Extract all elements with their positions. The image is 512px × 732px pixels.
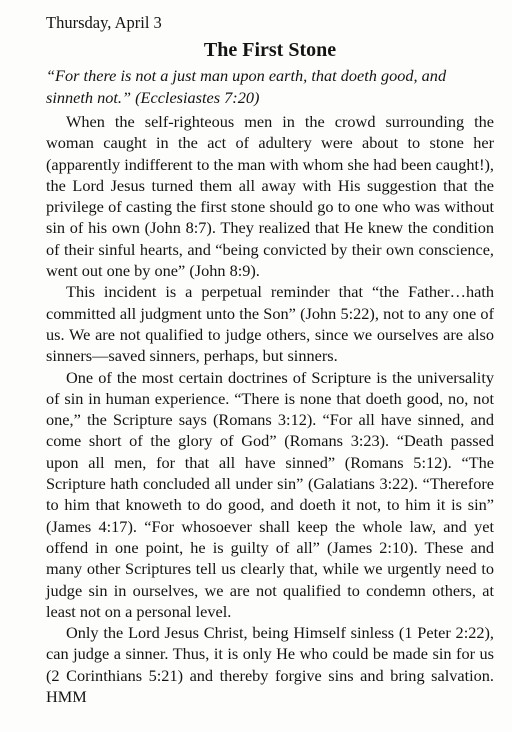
body-paragraph-4: Only the Lord Jesus Christ, being Himself sinless (1 Peter 2:22), can judge a sinner. Thus, it is only He who could be made sin for us (2 Corinthians 5:21) and thereby forgive sins and bring salvation. HMM [46,623,494,707]
scripture-verse: “For there is not a just man upon earth, that doeth good, and sinneth not.” (Ecclesiastes 7:20) [46,66,447,107]
body-paragraph-3: One of the most certain doctrines of Scripture is the universality of sin in human experience. “There is none that doeth good, no, not one,” the Scripture says (Romans 3:12). “For all have sinned, and come short of the glory of God” (Romans 3:23). “Death passed upon all men, for that all have sinned” (Romans 5:12). “The Scripture hath concluded all under sin” (Galatians 3:22). “Therefore to him that knoweth to do good, and doeth it not, to him it is sin” (James 4:17). “For whosoever shall keep the whole law, and yet offend in one point, he is guilty of all” (James 2:10). These and many other Scriptures tell us clearly that, while we urgently need to judge sin in ourselves, we are not qualified to condemn others, at least not on a personal level. [46,367,494,621]
page-title: The First Stone [203,39,337,61]
date-heading: Thursday, April 3 [46,13,162,32]
body-paragraph-1: When the self-righteous men in the crowd surrounding the woman caught in the act of adultery were about to stone her (apparently indifferent to the man with whom she had been caught!), the Lord Jesus turned them all away with His suggestion that the privilege of casting the first stone should go to one who was without sin of his own (John 8:7). They realized that He knew the condition of their sinful hearts, and “being convicted by their own conscience, went out one by one” (John 8:9). [46,112,494,281]
body-paragraph-2: This incident is a perpetual reminder that “the Father…hath committed all judgment unto the Son” (John 5:22), not to any one of us. We are not qualified to judge others, since we ourselves are also sinners—saved sinners, perhaps, but sinners. [46,282,494,366]
